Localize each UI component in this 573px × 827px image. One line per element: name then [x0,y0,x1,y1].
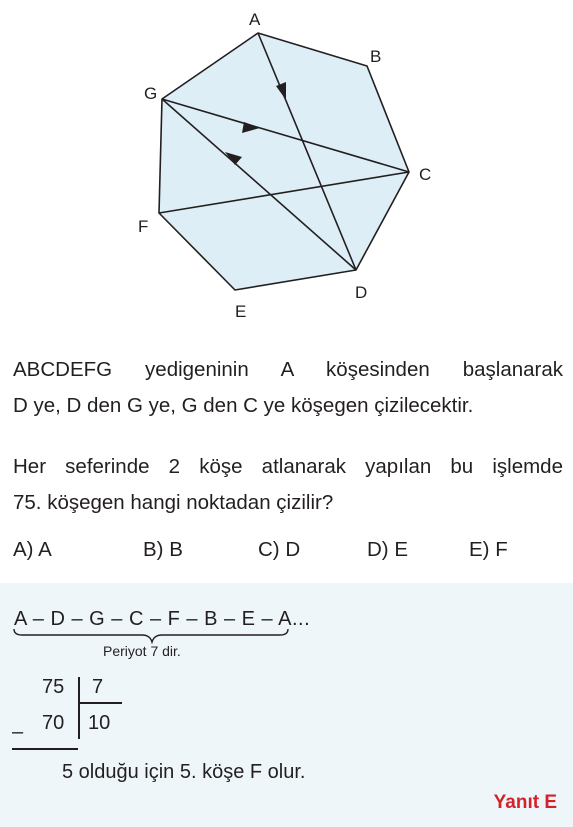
option-c[interactable]: C) D [258,538,301,561]
heptagon-figure [0,0,573,340]
division-product: 70 [42,712,65,734]
answer-label: Yanıt E [493,792,557,813]
period-note: Periyot 7 dir. [103,643,181,659]
question-line-4: 75. köşegen hangi noktadan çizilir? [13,491,334,514]
option-b[interactable]: B) B [143,538,183,561]
solution-panel [0,583,573,827]
division-divisor-line [78,702,122,704]
division-subtraction-line [12,748,78,750]
answer-options [13,538,573,574]
question-intro [13,352,563,424]
vertex-sequence: A – D – G – C – F – B – E – A... [14,608,311,630]
division-quotient: 10 [88,712,111,734]
vertex-label-e: E [235,302,247,321]
option-e[interactable]: E) F [469,538,508,561]
vertex-label-a: A [249,10,261,29]
question-line-2: D ye, D den G ye, G den C ye köşegen çizilecektir. [13,394,474,417]
division-dividend: 75 [42,676,65,698]
division-vertical-line [78,677,80,739]
division-divisor: 7 [92,676,104,698]
solution-result: 5 olduğu için 5. köşe F olur. [62,761,306,783]
vertex-label-g: G [144,84,158,103]
division-minus-sign: – [12,721,24,743]
option-a[interactable]: A) A [13,538,52,561]
question-line-3: Her seferinde 2 köşe atlanarak yapılan bu işlemde [13,455,563,478]
vertex-label-b: B [370,47,382,66]
question-prompt [13,449,563,521]
option-d[interactable]: D) E [367,538,408,561]
vertex-label-d: D [355,283,368,302]
question-line-1: ABCDEFG yedigeninin A köşesinden başlanarak [13,358,563,381]
vertex-label-f: F [138,217,149,236]
vertex-label-c: C [419,165,432,184]
